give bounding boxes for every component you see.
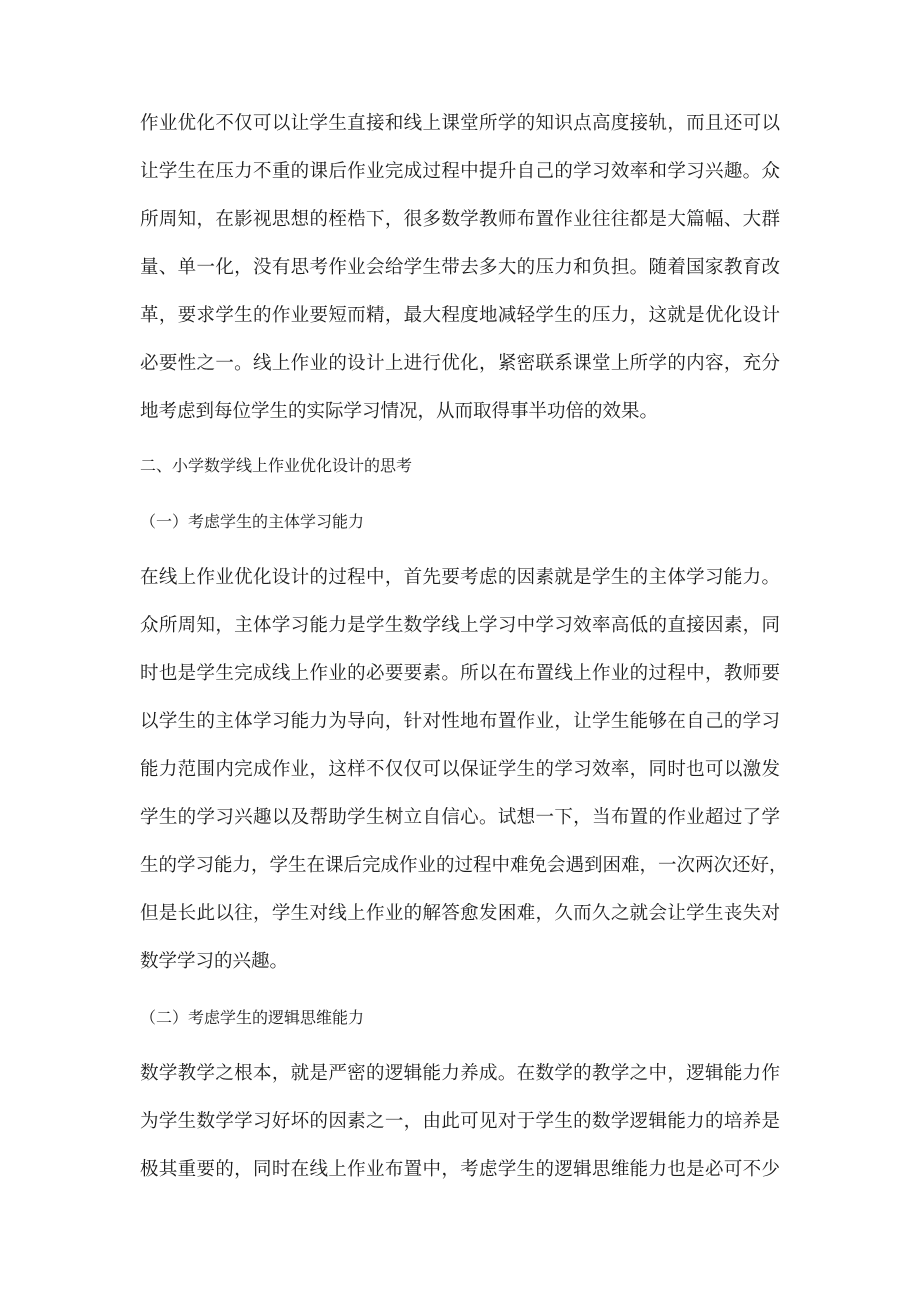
paragraph-line: 革，要求学生的作业要短而精，最大程度地减轻学生的压力，这就是优化设计: [140, 305, 780, 326]
paragraph-line: 必要性之一。线上作业的设计上进行优化，紧密联系课堂上所学的内容，充分: [140, 353, 780, 374]
paragraph-line: 但是长此以往，学生对线上作业的解答愈发困难，久而久之就会让学生丧失对: [140, 903, 780, 924]
paragraph-line: 极其重要的，同时在线上作业布置中，考虑学生的逻辑思维能力也是必可不少: [140, 1159, 780, 1180]
subsection-heading: （二）考虑学生的逻辑思维能力: [140, 1008, 365, 1027]
paragraph-line: 数学教学之根本，就是严密的逻辑能力养成。在数学的教学之中，逻辑能力作: [140, 1063, 780, 1084]
paragraph-line: 量、单一化，没有思考作业会给学生带去多大的压力和负担。随着国家教育改: [140, 257, 780, 278]
paragraph-line: 为学生数学学习好坏的因素之一，由此可见对于学生的数学逻辑能力的培养是: [140, 1111, 780, 1132]
paragraph-line: 学生的学习兴趣以及帮助学生树立自信心。试想一下，当布置的作业超过了学: [140, 807, 780, 828]
paragraph-line: 所周知，在影视思想的桎梏下，很多数学教师布置作业往往都是大篇幅、大群: [140, 209, 780, 230]
paragraph-line: 众所周知，主体学习能力是学生数学线上学习中学习效率高低的直接因素，同: [140, 615, 780, 636]
subsection-heading: （一）考虑学生的主体学习能力: [140, 512, 365, 531]
paragraph-line: 能力范围内完成作业，这样不仅仅可以保证学生的学习效率，同时也可以激发: [140, 759, 780, 780]
paragraph-line: 数学学习的兴趣。: [140, 951, 289, 972]
paragraph-line: 在线上作业优化设计的过程中，首先要考虑的因素就是学生的主体学习能力。: [140, 567, 780, 588]
paragraph-line: 以学生的主体学习能力为导向，针对性地布置作业，让学生能够在自己的学习: [140, 711, 780, 732]
paragraph-line: 让学生在压力不重的课后作业完成过程中提升自己的学习效率和学习兴趣。众: [140, 161, 780, 182]
section-heading: 二、小学数学线上作业优化设计的思考: [140, 456, 413, 475]
paragraph-line: 时也是学生完成线上作业的必要要素。所以在布置线上作业的过程中，教师要: [140, 663, 780, 684]
paragraph-line: 生的学习能力，学生在课后完成作业的过程中难免会遇到困难，一次两次还好，: [140, 855, 788, 876]
paragraph-line: 地考虑到每位学生的实际学习情况，从而取得事半功倍的效果。: [140, 401, 659, 422]
paragraph-line: 作业优化不仅可以让学生直接和线上课堂所学的知识点高度接轨，而且还可以: [140, 113, 780, 134]
